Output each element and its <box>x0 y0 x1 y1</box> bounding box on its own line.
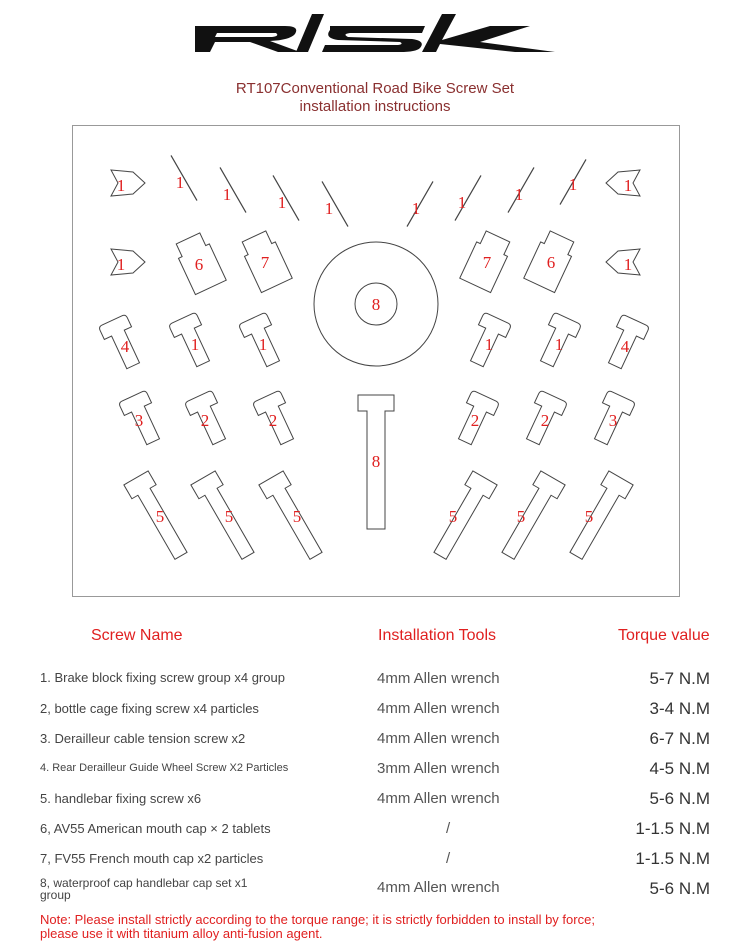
part-wedge <box>111 249 145 275</box>
part-wedge <box>606 249 640 275</box>
torque: 1-1.5 N.M <box>635 819 710 838</box>
part-bolt <box>451 390 499 448</box>
part-label: 1 <box>175 173 185 192</box>
part-label: 5 <box>155 507 165 526</box>
part-bolt <box>587 390 635 448</box>
tool: 4mm Allen wrench <box>377 670 500 687</box>
table-row <box>0 790 750 820</box>
part-bolt <box>184 390 232 448</box>
part-pin <box>560 159 586 204</box>
table-row <box>0 670 750 700</box>
part-long-bolt <box>124 471 193 563</box>
part-label: 1 <box>277 193 287 212</box>
title-line-2: installation instructions <box>299 98 451 115</box>
torque: 6-7 N.M <box>649 729 710 748</box>
part-bolt <box>168 312 216 370</box>
part-label: 5 <box>224 507 234 526</box>
table-row <box>0 760 750 790</box>
risk-logo <box>190 12 560 62</box>
part-label: 8 <box>371 452 381 471</box>
part-pin <box>273 175 299 220</box>
tool: 3mm Allen wrench <box>377 760 500 777</box>
table-row <box>0 820 750 850</box>
tool: 4mm Allen wrench <box>377 879 500 896</box>
screw-name: 5. handlebar fixing screw x6 <box>40 791 202 806</box>
part-label: 2 <box>470 411 480 430</box>
part-bolt <box>601 314 649 372</box>
torque: 5-6 N.M <box>649 789 710 808</box>
part-outline <box>564 471 633 563</box>
part-label: 2 <box>268 411 278 430</box>
part-bolt <box>98 314 146 372</box>
part-wedge <box>606 170 640 196</box>
part-label: 7 <box>260 253 270 272</box>
part-label: 1 <box>457 193 467 212</box>
part-label: 1 <box>116 176 126 195</box>
screw-name: 3. Derailleur cable tension screw x2 <box>40 731 246 746</box>
part-block <box>173 231 227 294</box>
part-label: 4 <box>620 337 630 356</box>
part-label: 1 <box>190 335 200 354</box>
tool: 4mm Allen wrench <box>377 700 500 717</box>
note-text: Note: Please install strictly according to the torque range; it is strictly forbidden to install by force; please use it with titanium alloy anti-fusion agent. <box>40 912 595 941</box>
title-line-1: RT107Conventional Road Bike Screw Set <box>235 80 515 97</box>
screw-name: 6, AV55 American mouth cap × 2 tablets <box>40 821 271 836</box>
part-label: 1 <box>411 199 421 218</box>
part-long-bolt <box>496 471 565 563</box>
header-screw-name: Screw Name <box>91 627 183 644</box>
torque: 5-6 N.M <box>649 879 710 898</box>
part-pin <box>220 167 246 212</box>
part-label: 1 <box>258 335 268 354</box>
part-disc <box>314 242 438 366</box>
part-bolt <box>238 312 286 370</box>
part-long-bolt <box>358 395 394 529</box>
tool: / <box>446 820 451 837</box>
header-torque-value: Torque value <box>618 627 710 644</box>
part-label: 1 <box>324 199 334 218</box>
part-label: 1 <box>116 255 126 274</box>
parts-diagram-svg <box>73 126 679 596</box>
tool: / <box>446 850 451 867</box>
part-label: 1 <box>568 175 578 194</box>
torque: 1-1.5 N.M <box>635 849 710 868</box>
part-label: 1 <box>222 185 232 204</box>
torque: 5-7 N.M <box>649 669 710 688</box>
tool: 4mm Allen wrench <box>377 790 500 807</box>
part-block <box>524 229 578 292</box>
table-row <box>0 730 750 760</box>
part-long-bolt <box>191 471 260 563</box>
part-label: 5 <box>516 507 526 526</box>
part-label: 2 <box>540 411 550 430</box>
part-long-bolt <box>259 471 328 563</box>
part-bolt <box>463 312 511 370</box>
part-outline <box>428 471 497 563</box>
part-long-bolt <box>564 471 633 563</box>
part-block <box>239 229 293 292</box>
screw-name: 4. Rear Derailleur Guide Wheel Screw X2 Particles <box>40 762 289 774</box>
part-label: 6 <box>546 253 556 272</box>
screw-name: 7, FV55 French mouth cap x2 particles <box>40 851 264 866</box>
part-label: 1 <box>554 335 564 354</box>
part-outline <box>496 471 565 563</box>
part-pin <box>322 181 348 226</box>
table-row <box>0 877 750 907</box>
part-bolt <box>252 390 300 448</box>
parts-diagram <box>72 125 680 597</box>
part-label: 5 <box>292 507 302 526</box>
torque: 3-4 N.M <box>649 699 710 718</box>
screw-name: 2, bottle cage fixing screw x4 particles <box>40 701 259 716</box>
part-label: 8 <box>371 295 381 314</box>
screw-name: 1. Brake block fixing screw group x4 group <box>40 670 285 685</box>
part-block <box>460 229 514 292</box>
part-label: 2 <box>200 411 210 430</box>
part-label: 3 <box>608 411 618 430</box>
part-label: 5 <box>448 507 458 526</box>
part-bolt <box>118 390 166 448</box>
part-label: 1 <box>484 335 494 354</box>
torque: 4-5 N.M <box>649 759 710 778</box>
table-row <box>0 700 750 730</box>
part-label: 7 <box>482 253 492 272</box>
part-label: 4 <box>120 337 130 356</box>
part-label: 3 <box>134 411 144 430</box>
screw-name: 8, waterproof cap handlebar cap set x1 group <box>40 876 248 902</box>
part-label: 1 <box>514 185 524 204</box>
part-label: 1 <box>623 255 633 274</box>
part-long-bolt <box>428 471 497 563</box>
part-pin <box>171 155 197 200</box>
part-bolt <box>519 390 567 448</box>
part-pin <box>407 181 433 226</box>
part-label: 5 <box>584 507 594 526</box>
part-wedge <box>111 170 145 196</box>
part-pin <box>508 167 534 212</box>
part-label: 6 <box>194 255 204 274</box>
tool: 4mm Allen wrench <box>377 730 500 747</box>
part-pin <box>455 175 481 220</box>
part-bolt <box>533 312 581 370</box>
header-installation-tools: Installation Tools <box>378 627 496 644</box>
part-label: 1 <box>623 176 633 195</box>
